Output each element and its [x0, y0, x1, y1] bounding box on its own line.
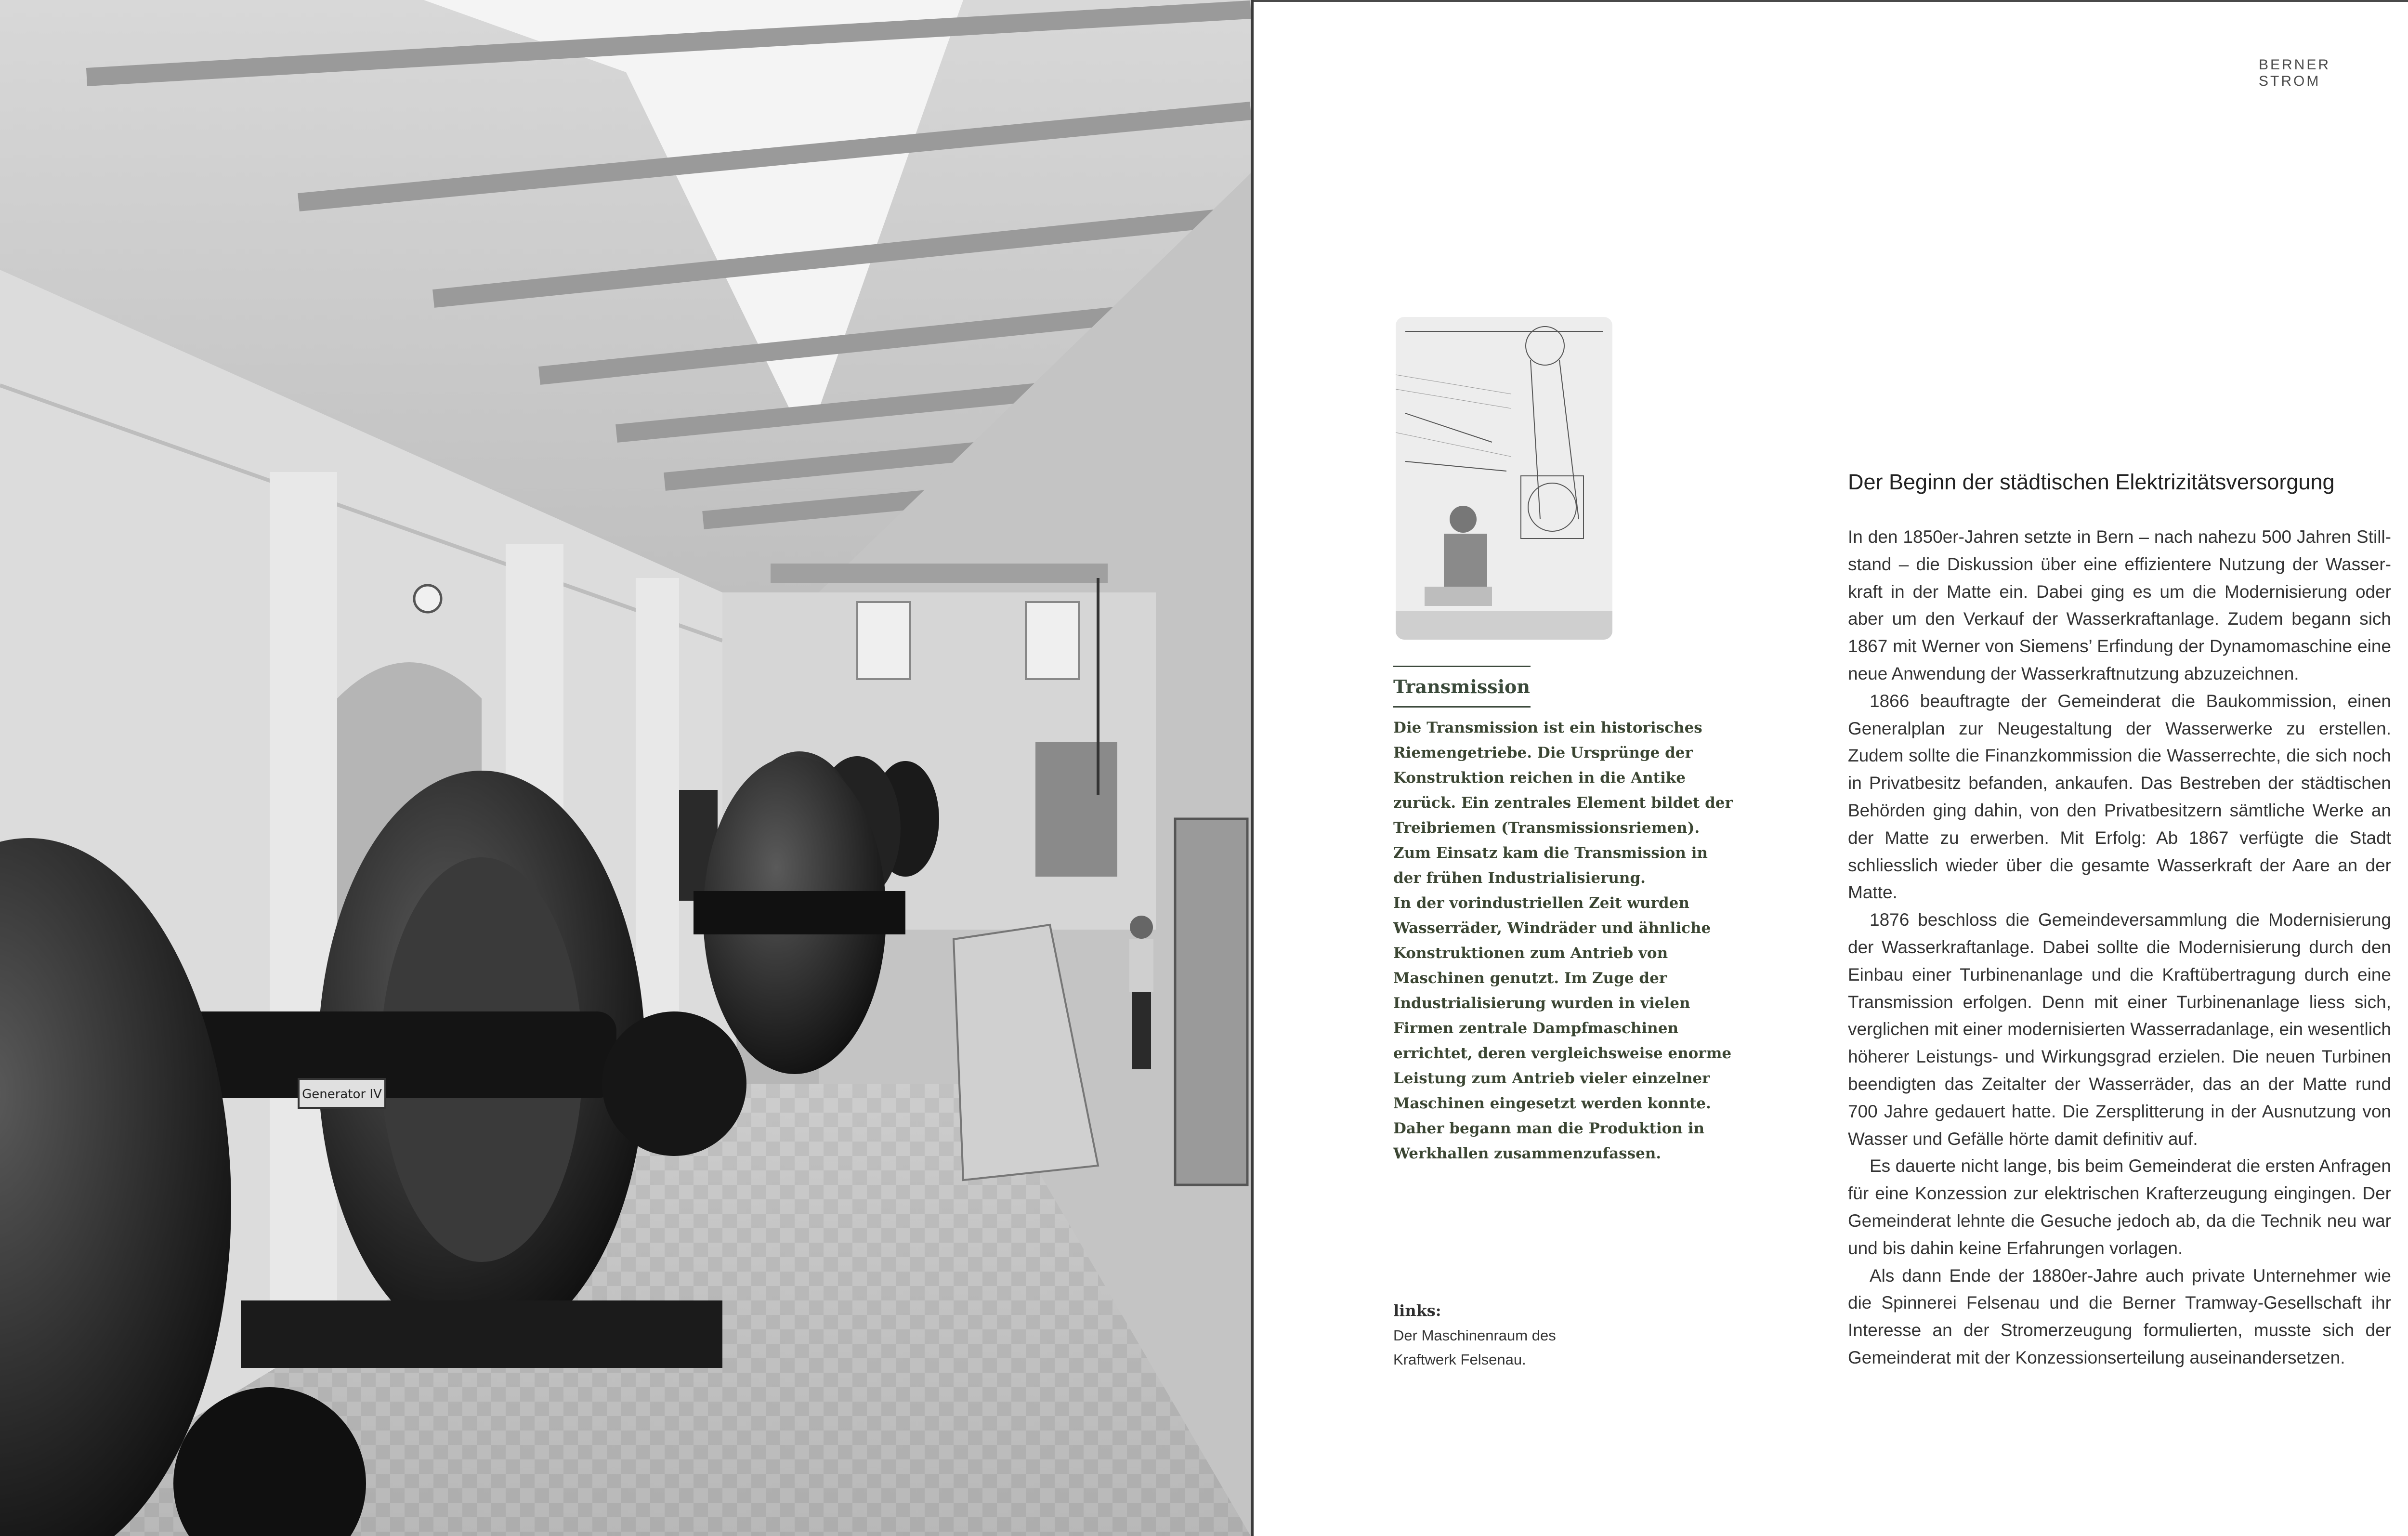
running-head	[2259, 57, 2408, 89]
article-paragraph: Es dauerte nicht lange, bis beim Gemeinderat die ersten Anfragen für eine Konzession zur elektrischen Krafterzeugung eingingen. Der Gemeinderat lehnte die Gesuche jedoch ab, da die Technik neu war und bis dahin keine Erfahrungen vorlagen.	[1848, 1156, 2391, 1258]
generator-plate: Generator IV	[302, 1087, 382, 1102]
transmission-engraving-illustration	[1396, 317, 1612, 640]
article-paragraph: In den 1850er-Jahren setzte in Bern – nach nahezu 500 Jahren Stillstand – die Diskussion über eine effizientere Nutzung der Wasserkraft in der Matte ein. Dabei ging es um die Modernisierung oder aber um den Verkauf der Wasserkraftanlage. Zudem begann sich 1867 mit Werner von Siemens’ Erfindung der Dynamomaschine eine neue Anwendung der Wasserkraftnutzung abzuzeichnen.	[1848, 527, 2391, 683]
sidebar-text: Die Transmission ist ein historisches Riemengetriebe. Die Ursprünge der Konstruktion reichen in die Antike zurück. Ein zentrales Element bildet der Treibriemen (Transmissionsriemen). Zum Einsatz kam die Transmission in der frühen Industrialisierung. In der vorindustriellen Zeit wurden Wasserräder, Windräder und ähnliche Konstruktionen zum Antrieb von Maschinen genutzt. Im Zuge der Industrialisierung wurden in vielen Firmen zentrale Dampfmaschinen errichtet, deren vergleichsweise enorme Leistung zum Antrieb vieler einzelner Maschinen eingesetzt werden konnte. Daher begann man die Produktion in Werkhallen zusammenzufassen.	[1393, 719, 1733, 1162]
article-paragraph: Als dann Ende der 1880er-Jahre auch private Unternehmer wie die Spinnerei Felsenau und die Berner Tramway-Gesellschaft ihr Interesse an der Stromerzeugung formulierten, musste sich der Gemeinderat mit der Konzessionserteilung auseinandersetzen.	[1848, 1265, 2391, 1367]
page-gutter	[1251, 0, 1254, 1536]
photo-caption	[1393, 1301, 1682, 1372]
article-body	[1848, 524, 2391, 1372]
article-paragraph: 1866 beauftragte der Gemeinderat die Baukommission, einen Generalplan zur Neugestaltung der Wasserwerke zu erstellen. Zudem sollte die Finanzkommission die Wasserrechte, die sich noch in Privatbesitz befanden, ankaufen. Das Bestreben der städtischen Behörden ging dahin, von den Privatbesitzern sämtliche Werke an der Matte zu erwerben. Mit Erfolg: Ab 1867 verfügte die Stadt schliesslich wieder über die gesamte Wasserkraft der Aare an der Matte.	[1848, 691, 2391, 903]
transmission-engraving	[1396, 317, 1612, 640]
sidebar-title: Transmission	[1393, 676, 1531, 697]
sidebar-bottom-rule	[1393, 706, 1531, 708]
caption-label: links:	[1393, 1301, 1441, 1320]
article	[1848, 470, 2391, 1372]
article-title: Der Beginn der städtischen Elektrizitätsversorgung	[1848, 470, 2335, 494]
top-border	[1254, 0, 2408, 2]
running-head-section: BERNER STROM	[2259, 57, 2331, 89]
caption-text: Der Maschinenraum des Kraftwerk Felsenau.	[1393, 1327, 1556, 1368]
article-paragraph: 1876 beschloss die Gemeindeversammlung die Modernisierung der Wasserkraftanlage. Dabei sollte die Modernisierung durch den Einbau einer Turbinenanlage und die Kraftübertragung durch eine Transmission erfolgen. Denn mit einer Turbinenanlage liess sich, verglichen mit einer modernisierten Wasserradanlage, ein wesentlich höherer Leistungs- und Wirkungsgrad erzielen. Die neuen Turbinen beendigten das Zeitalter der Wasserräder, das an der Matte rund 700 Jahre gedauert hatte. Die Zersplitterung in der Ausnutzung von Wasser und Gefälle hörte damit definitiv auf.	[1848, 910, 2391, 1149]
transmission-sidebar	[1393, 666, 1754, 1166]
